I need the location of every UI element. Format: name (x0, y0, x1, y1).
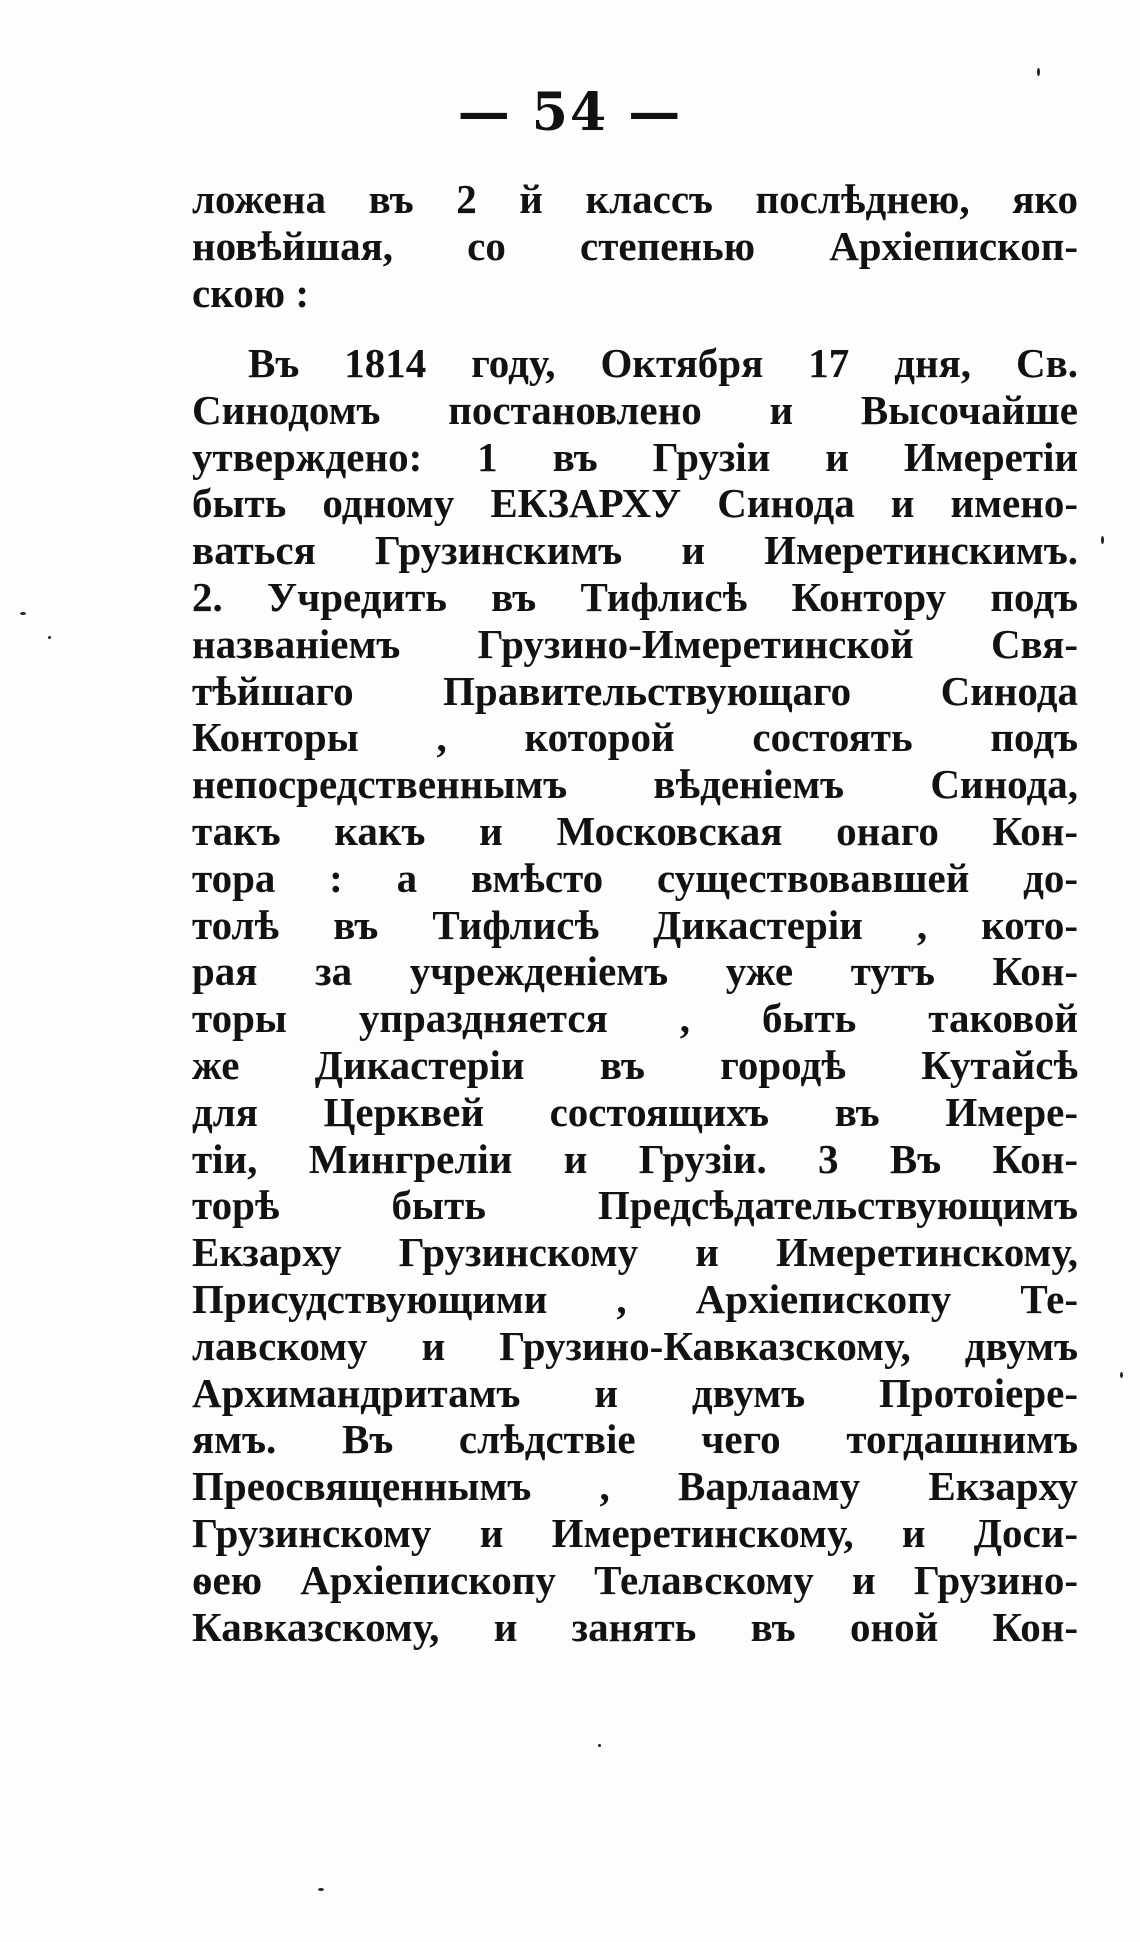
text-line: Кавказскому, и занять въ оной Кон- (192, 1603, 1078, 1650)
text-line: Присудствующими , Архіепископу Те- (192, 1275, 1078, 1322)
text-line: лавскому и Грузино-Кавказскому, двумъ (192, 1322, 1078, 1369)
scan-speck (598, 1744, 601, 1747)
text-line: Синодомъ постановлено и Высочайше (192, 386, 1078, 433)
text-line: скою : (192, 269, 310, 316)
scan-speck (20, 612, 26, 615)
text-line: Грузинскому и Имеретинскому, и Доси- (192, 1509, 1078, 1556)
scan-speck (318, 1888, 324, 1891)
text-line: ваться Грузинскимъ и Имеретинскимъ. (192, 527, 1078, 574)
paragraph-1 (192, 176, 1078, 316)
text-line: названіемъ Грузино-Имеретинской Свя- (192, 620, 1078, 667)
text-line: утверждено: 1 въ Грузіи и Имеретіи (192, 433, 1078, 480)
text-line: 2. Учредить въ Тифлисѣ Контору подъ (192, 573, 1078, 620)
text-line: быть одному ЕКЗАРХУ Синода и имено- (192, 480, 1078, 527)
text-line: Екзарху Грузинскому и Имеретинскому, (192, 1229, 1078, 1276)
text-line: непосредственнымъ вѣденіемъ Синода, (192, 761, 1078, 808)
text-line: тіи, Мингреліи и Грузіи. 3 Въ Кон- (192, 1135, 1078, 1182)
scan-speck (1101, 536, 1104, 544)
text-line: Въ 1814 году, Октября 17 дня, Св. (248, 340, 1078, 386)
text-line: тора : а вмѣсто существовавшей до- (192, 854, 1078, 901)
scan-speck (1037, 68, 1040, 76)
text-line: новѣйшая, со степенью Архіепископ- (192, 222, 1078, 269)
text-line: ложена въ 2 й классъ послѣднею, яко (192, 176, 1078, 222)
text-line: же Дикастеріи въ городѣ Кутайсѣ (192, 1041, 1078, 1088)
text-line: ямъ. Въ слѣдствіе чего тогдашнимъ (192, 1416, 1078, 1463)
text-line: такъ какъ и Московская онаго Кон- (192, 807, 1078, 854)
text-line: рая за учрежденіемъ уже тутъ Кон- (192, 948, 1078, 995)
text-line: ѳею Архіепископу Телавскому и Грузино- (192, 1556, 1078, 1603)
text-line: торѣ быть Предсѣдательствующимъ (192, 1182, 1078, 1229)
text-line: Преосвященнымъ , Варлааму Екзарху (192, 1463, 1078, 1510)
text-line: толѣ въ Тифлисѣ Дикастеріи , кото- (192, 901, 1078, 948)
text-line: для Церквей состоящихъ въ Имере- (192, 1088, 1078, 1135)
scan-speck (48, 636, 51, 639)
page-number: — 54 — (457, 82, 683, 143)
text-line: торы упраздняется , быть таковой (192, 995, 1078, 1042)
text-line: Архимандритамъ и двумъ Протоіере- (192, 1369, 1078, 1416)
text-line: Конторы , которой состоять подъ (192, 714, 1078, 761)
paragraph-2 (192, 340, 1078, 1650)
text-line: тѣйшаго Правительствующаго Синода (192, 667, 1078, 714)
scan-speck (1120, 1372, 1123, 1378)
